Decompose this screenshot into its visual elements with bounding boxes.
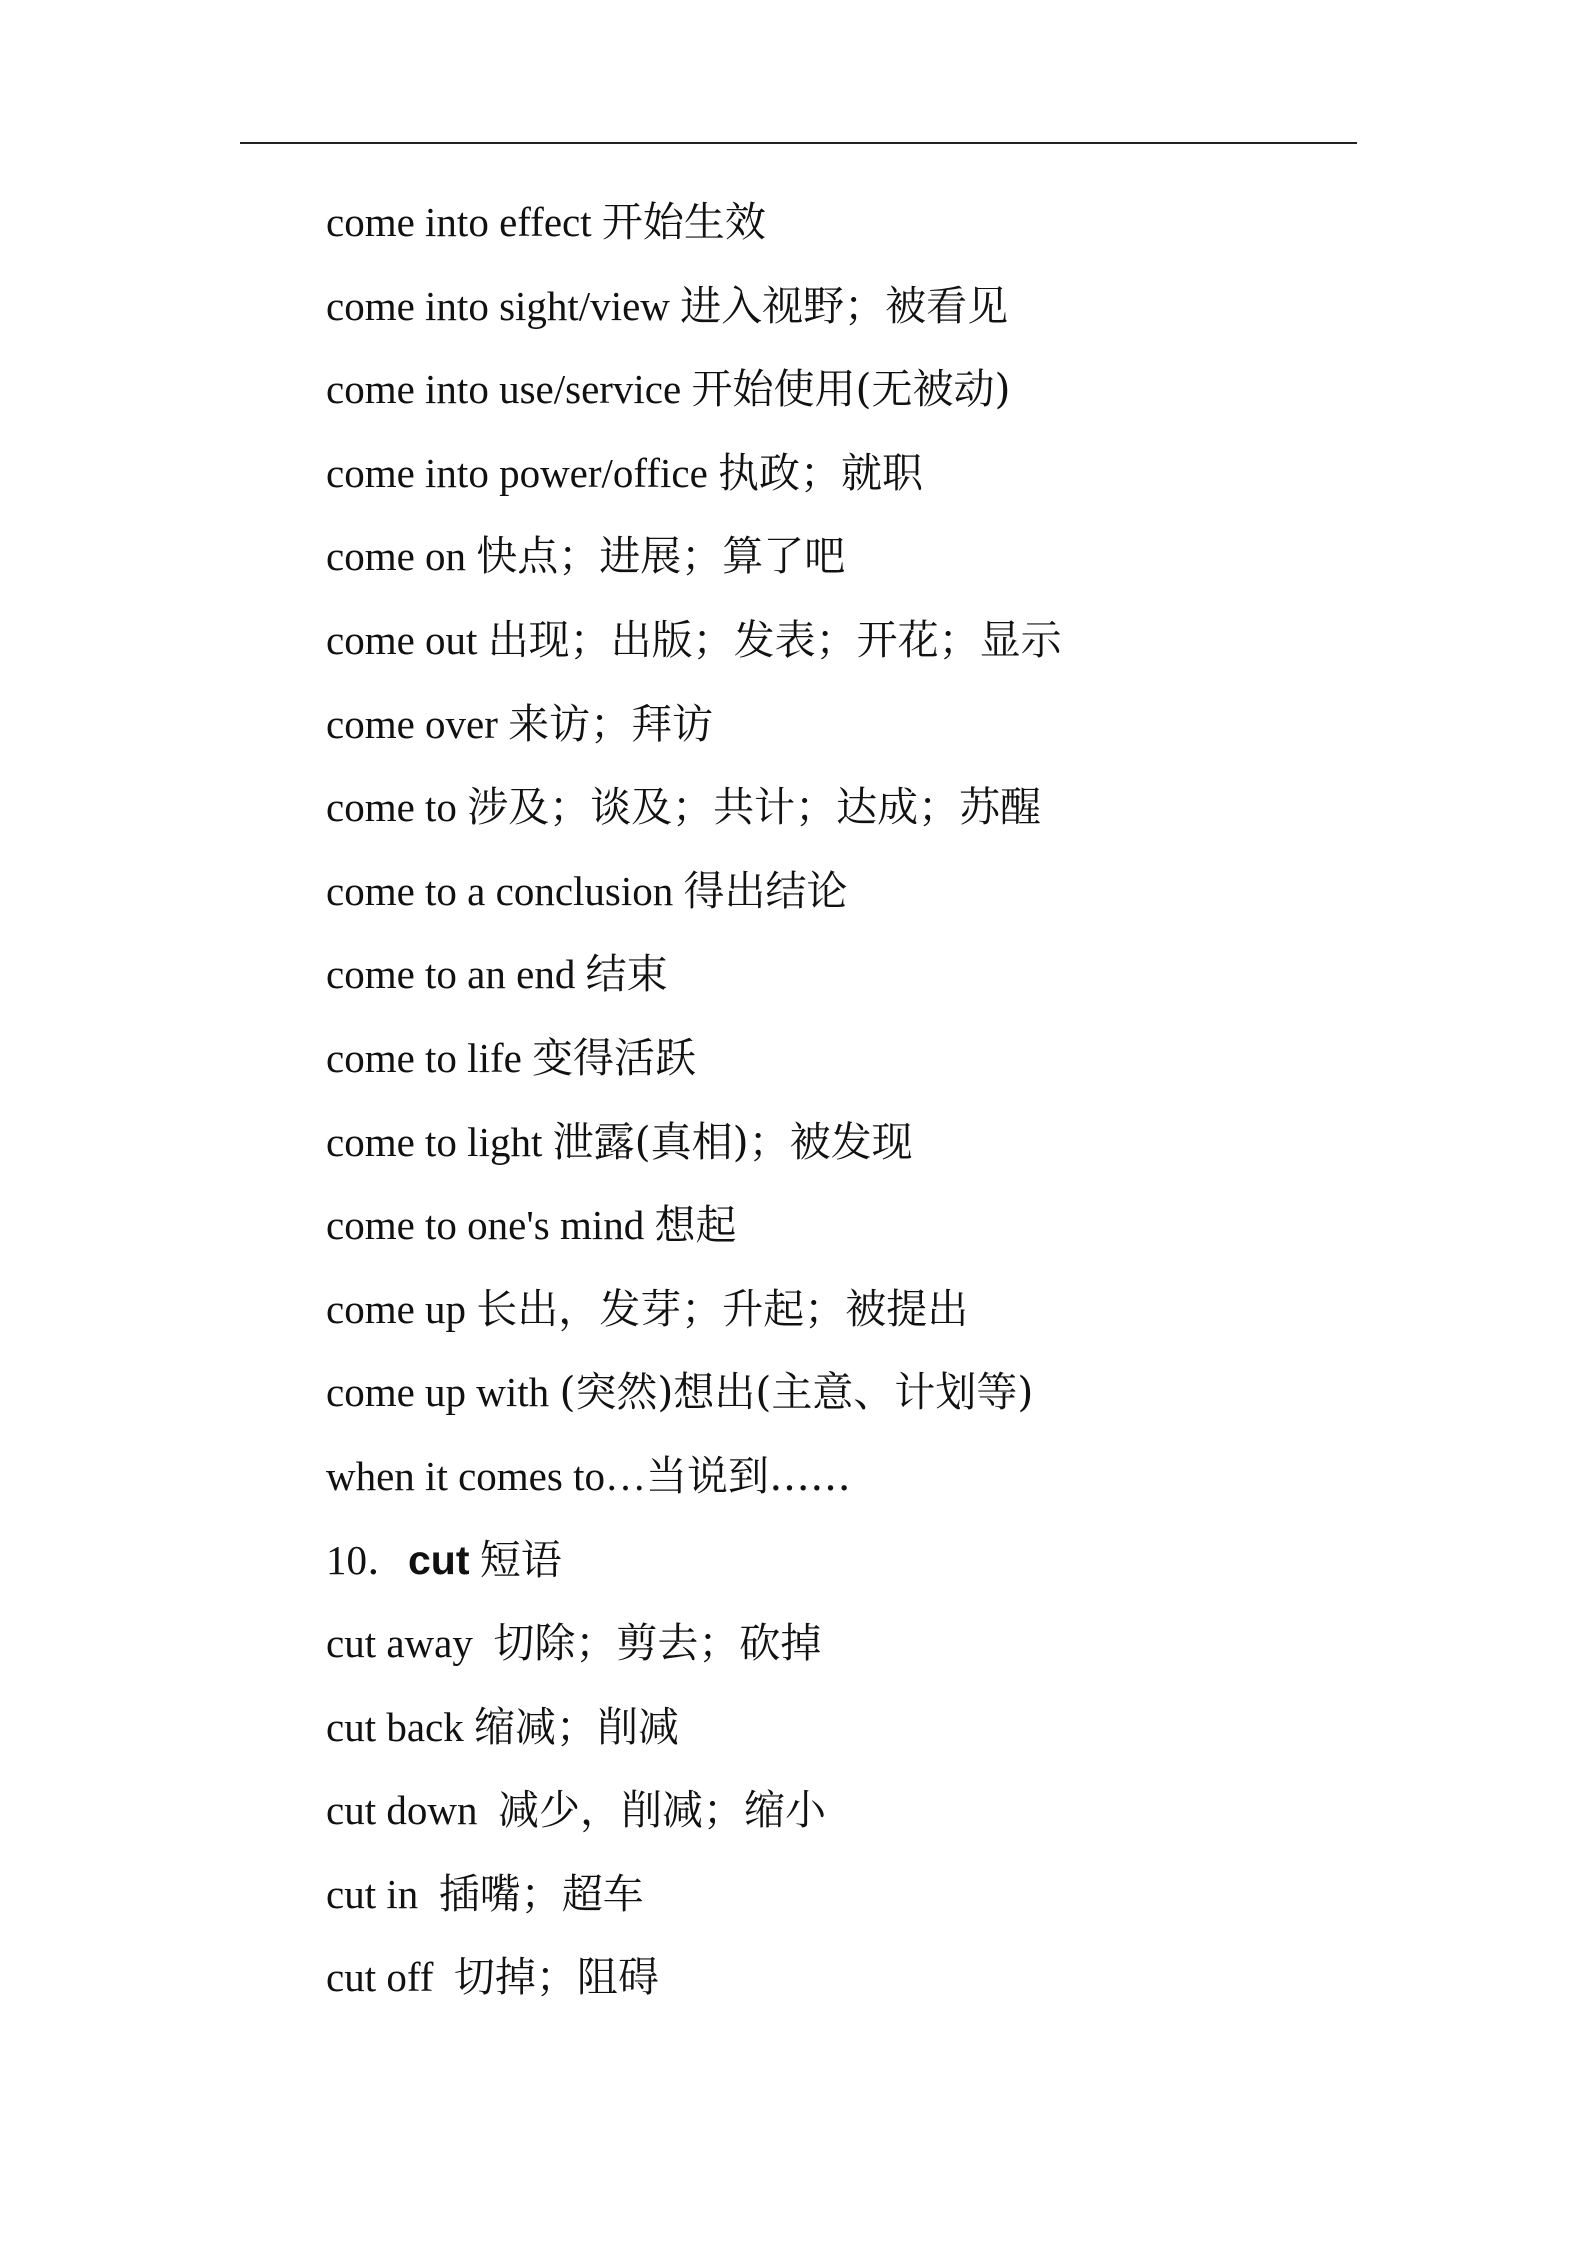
phrase-en: when it comes to… [326,1452,646,1499]
list-item [326,606,1426,690]
phrase-zh: 出现；出版；发表；开花；显示 [487,615,1062,664]
phrase-zh: 得出结论 [683,866,848,915]
phrase-en: cut back [326,1703,464,1750]
phrase-en: come into use/service [326,366,682,413]
list-item [326,1024,1426,1108]
list-item [326,355,1426,439]
phrase-zh: 开始使用(无被动) [691,365,1011,414]
section-title: 短语 [479,1535,562,1584]
list-item [326,940,1426,1024]
phrase-zh: 执政；就职 [718,448,924,497]
list-item [326,1358,1426,1442]
phrase-zh: 当说到…… [645,1451,851,1500]
list-item [326,857,1426,941]
header-rule [240,142,1357,144]
phrase-zh: 开始生效 [601,198,766,246]
list-item [326,1442,1426,1526]
phrase-en: come to one's mind [326,1202,645,1249]
phrase-en: cut in [326,1870,419,1917]
list-item [326,439,1426,523]
phrase-en: come to an end [326,951,576,998]
list-item [326,1860,1426,1944]
section-heading [326,1526,1426,1610]
phrase-zh: (突然)想出(主意、计划等) [559,1368,1034,1417]
phrase-en: come on [326,533,467,580]
phrase-en: cut off [326,1954,434,2001]
phrase-en: cut away [326,1620,473,1667]
list-item [326,690,1426,774]
phrase-zh: 进入视野；被看见 [680,281,1009,330]
phrase-en: come out [326,616,478,663]
phrase-zh: 切掉；阻碍 [453,1953,659,2002]
phrase-zh: 减少，削减；缩小 [497,1786,826,1835]
phrase-zh: 快点；进展；算了吧 [476,532,846,581]
phrase-zh: 变得活跃 [532,1033,697,1082]
phrase-en: come up with [326,1369,550,1416]
phrase-zh: 泄露(真相)；被发现 [552,1117,913,1166]
list-item [326,188,1426,272]
phrase-en: come to a conclusion [326,867,674,914]
phrase-en: cut down [326,1787,478,1834]
phrase-zh: 长出，发芽；升起；被提出 [476,1284,969,1333]
phrase-en: come to life [326,1034,522,1081]
list-item [326,773,1426,857]
list-item [326,1108,1426,1192]
phrase-en: come over [326,700,498,747]
section-number: 10． [326,1536,408,1583]
list-item [326,1776,1426,1860]
list-item [326,522,1426,606]
phrase-en: come into effect [326,199,592,245]
phrase-en: come to light [326,1118,543,1165]
list-item [326,1693,1426,1777]
phrase-zh: 涉及；谈及；共计；达成；苏醒 [467,783,1042,832]
phrase-zh: 缩减；削减 [473,1702,679,1751]
phrase-zh: 插嘴；超车 [438,1869,644,1918]
phrase-en: come up [326,1285,467,1332]
phrase-zh: 切除；剪去；砍掉 [493,1619,822,1668]
phrase-zh: 想起 [654,1201,737,1250]
list-item [326,1943,1426,2027]
phrase-list [326,188,1426,2027]
list-item [326,1275,1426,1359]
phrase-en: come into sight/view [326,282,670,329]
section-keyword: cut [408,1536,470,1583]
phrase-zh: 来访；拜访 [508,699,714,748]
phrase-zh: 结束 [585,950,668,999]
list-item [326,1609,1426,1693]
phrase-en: come into power/office [326,449,708,496]
phrase-en: come to [326,784,457,831]
list-item [326,272,1426,356]
list-item [326,1191,1426,1275]
